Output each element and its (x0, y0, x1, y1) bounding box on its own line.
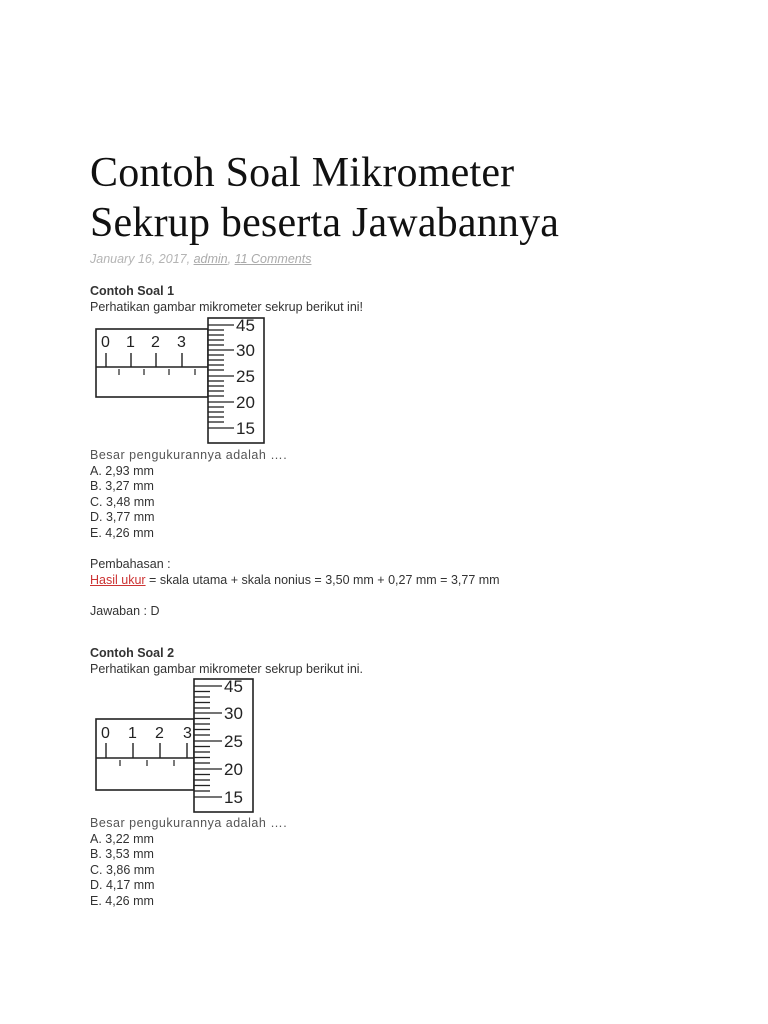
option-c: C. 3,86 mm (90, 862, 155, 877)
option-b: B. 3,27 mm (90, 479, 154, 494)
comments-link[interactable]: 11 Comments (234, 252, 312, 266)
main-scale-label: 1 (126, 334, 135, 351)
discussion-text: = skala utama + skala nonius = 3,50 mm + 0,27 mm = 3,77 mm (145, 572, 500, 587)
thimble-label: 15 (224, 788, 243, 807)
question-2-header (90, 646, 363, 677)
thimble-label: 45 (224, 677, 243, 696)
option-a: A. 3,22 mm (90, 831, 154, 846)
question-1-body (90, 448, 500, 620)
main-scale-label: 0 (101, 334, 110, 351)
discussion (90, 573, 500, 589)
thimble-label: 25 (236, 367, 255, 386)
thimble-label: 20 (236, 393, 255, 412)
thimble-label: 45 (236, 316, 255, 335)
main-scale-label: 2 (151, 334, 160, 351)
option-a: A. 2,93 mm (90, 463, 154, 478)
thimble-label: 15 (236, 419, 255, 438)
author-link[interactable]: admin (193, 252, 228, 266)
article-meta (90, 252, 311, 266)
question-1-header (90, 284, 363, 315)
main-scale-label: 2 (155, 725, 164, 742)
option-e: E. 4,26 mm (90, 893, 154, 908)
option-c: C. 3,48 mm (90, 494, 155, 509)
thimble-label: 20 (224, 760, 243, 779)
main-scale-label: 3 (183, 725, 192, 742)
thimble-label: 30 (224, 704, 243, 723)
question-text: Besar pengukurannya adalah …. (90, 448, 288, 462)
hasil-ukur-link[interactable]: Hasil ukur (90, 572, 146, 587)
micrometer-diagram-1 (94, 315, 274, 447)
micrometer-diagram-2 (94, 676, 264, 816)
question-heading: Contoh Soal 1 (90, 284, 175, 298)
title-line-2: Sekrup beserta Jawabannya (90, 200, 560, 246)
question-prompt: Perhatikan gambar mikrometer sekrup berikut ini. (90, 661, 364, 676)
question-text: Besar pengukurannya adalah …. (90, 816, 288, 830)
question-prompt: Perhatikan gambar mikrometer sekrup berikut ini! (90, 299, 364, 314)
meta-separator: , (186, 252, 194, 266)
main-scale-label: 0 (101, 725, 110, 742)
title-line-1: Contoh Soal Mikrometer (90, 150, 515, 196)
thimble-label: 30 (236, 341, 255, 360)
thimble-label: 25 (224, 732, 243, 751)
article-title (90, 148, 710, 248)
option-b: B. 3,53 mm (90, 847, 154, 862)
question-2-body (90, 816, 287, 910)
post-date: January 16, 2017 (90, 252, 187, 266)
main-scale-label: 3 (177, 334, 186, 351)
discussion-label: Pembahasan : (90, 557, 171, 572)
answer: Jawaban : D (90, 603, 160, 618)
option-d: D. 4,17 mm (90, 878, 155, 893)
meta-separator: , (227, 252, 235, 266)
option-d: D. 3,77 mm (90, 510, 155, 525)
question-heading: Contoh Soal 2 (90, 646, 175, 660)
main-scale-label: 1 (128, 725, 137, 742)
option-e: E. 4,26 mm (90, 525, 154, 540)
